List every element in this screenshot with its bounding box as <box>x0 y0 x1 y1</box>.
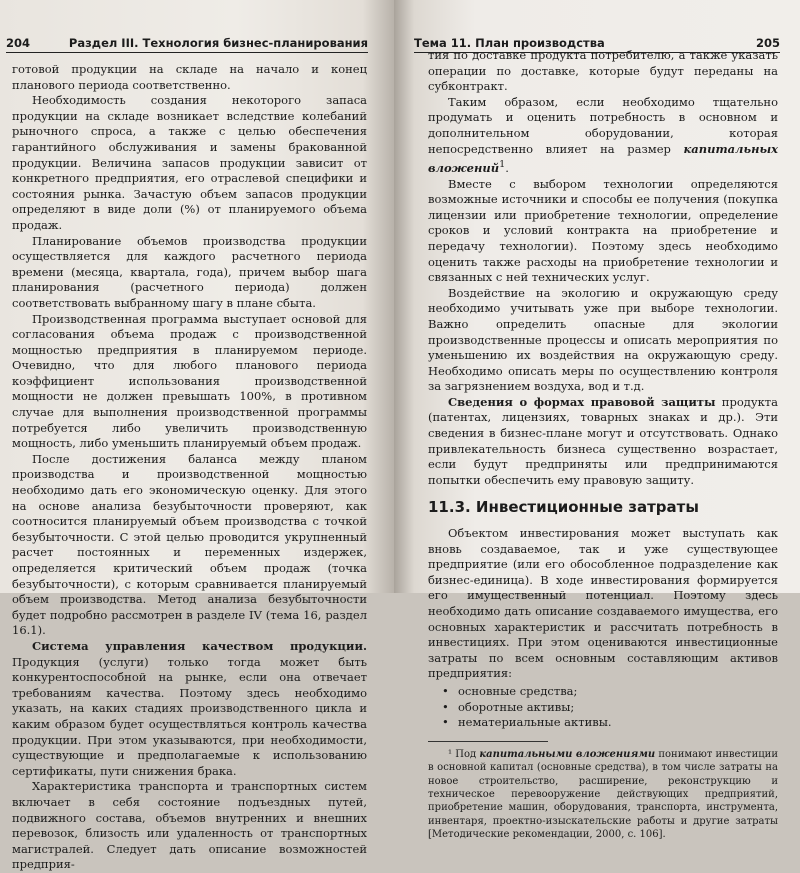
equipment-end: . <box>505 160 509 175</box>
paragraph: готовой продукции на складе на начало и конец планового периода соответственно. <box>12 62 367 92</box>
paragraph: Производственная программа выступает основой для согласования объема продаж с производственной мощностью предприятия в планируемом периоде. Очевидно, что для любого планового периода коэффициент использования производственной мощности не должен превышать 100%, в противном случае для выполнения производственной программы потребуется либо увеличить производственную мощность, либо уменьшить планируемый объем продаж. <box>12 311 367 451</box>
equipment-text: Таким образом, если необходимо тщательно продумать и оценить потребность в основном и дополнительном оборудовании, которая непосредственно влияет на размер <box>428 94 778 156</box>
list-item: • основные средства; <box>458 684 778 700</box>
paragraph: Объектом инвестирования может выступать как вновь создаваемое, так и уже существующее предприятие (или его обособленное подразделение как бизнес-единица). В ходе инвестирования формируется его имущественный потенциал. Поэтому здесь необходимо дать описание создаваемого имущества, его основных характеристик и рассчитать потребность в инвестициях. При этом оцениваются инвестиционные затраты по всем основным составляющим активов предприятия: <box>428 526 778 681</box>
paragraph: тия по доставке продукта потребителю, а также указать операции по доставке, которые будут переданы на субконтракт. <box>428 48 778 94</box>
right-page <box>394 0 800 841</box>
left-page <box>0 0 394 872</box>
legal-paragraph <box>428 395 778 489</box>
right-body-text <box>428 48 778 842</box>
asset-list <box>428 684 778 731</box>
quality-text: Продукция (услуги) только тогда может быть конкурентоспособной на рынке, если она отвечает требованиям качества. Поэтому здесь необходимо указать, на каких стадиях производственного цикла и каким образом будет осуществляться контроль качества продукции. При этом указываются, при необходимости, существующие и предполагаемые к использованию сертификаты, пути снижения брака. <box>12 654 367 778</box>
list-item: • оборотные активы; <box>458 700 778 716</box>
left-running-title: Раздел III. Технология бизнес-планирования <box>68 36 368 50</box>
right-page-number: 205 <box>755 36 780 50</box>
right-running-title: Тема 11. План производства <box>414 36 605 50</box>
footnote-emphasis: капитальными вложениями <box>479 748 656 760</box>
paragraph: Воздействие на экологию и окружающую среду необходимо учитывать уже при выборе технологии. Важно определить опасные для экологии производственные процессы и описать мероприятия по уменьшению их воздействия на окружающую среду. Необходимо описать меры по осуществлению контроля за загрязнением воздуха, вод и т.д. <box>428 285 778 394</box>
quality-paragraph <box>12 639 367 779</box>
paragraph: После достижения баланса между планом производства и производственной мощностью необходимо дать его экономическую оценку. Для этого на основе анализа безубыточности проверяют, как соотносится планируемый объем производства с точкой безубыточности. С этой целью проводится укрупненный расчет постоянных и переменных издержек, определяется критический объем продаж (точка безубыточности), с которым сравнивается планируемый объем производства. Метод анализа безубыточности будет подробно рассмотрен в разделе IV (тема 16, раздел 16.1). <box>12 451 367 638</box>
left-running-header <box>6 34 368 53</box>
legal-text: продукта (патентах, лицензиях, товарных знаках и др.). Эти сведения в бизнес-плане могут и отсутствовать. Однако привлекательность бизнеса существенно возрастает, если будут предприняты или предпринимаются попытки обеспечить ему правовую защиту. <box>428 394 778 487</box>
left-body-text <box>12 62 367 873</box>
transport-paragraph: Характеристика транспорта и транспортных систем включает в себя состояние подъездных путей, подвижного состава, объемов внутренних и внешних перевозок, близость или удаленность от транспортных магистралей. Следует дать описание возможностей предприя- <box>12 779 367 872</box>
equipment-emphasis: капитальных вложений <box>428 141 779 175</box>
footnote <box>428 748 778 842</box>
footnote-text: понимают инвестиции в основной капитал (основные средства), в том числе затраты на новое строительство, расширение, реконструкцию и техническое перевооружение действующих предприятий, приобретение машин, оборудования, транспорта, инструмента, инвентаря, проектно-изыскательские работы и другие затраты [Методические рекомендации, 2000, с. 106]. <box>428 748 778 841</box>
paragraph: Планирование объемов производства продукции осуществляется для каждого расчетного периода времени (месяца, квартала, года), причем выбор шага планирования (расчетного периода) должен соответствовать выбранному шагу в плане сбыта. <box>12 233 367 310</box>
footnote-divider <box>428 741 548 742</box>
left-page-number: 204 <box>6 36 31 50</box>
footnote-mark: ¹ Под <box>448 748 477 760</box>
paragraph: Вместе с выбором технологии определяются возможные источники и способы ее получения (покупка лицензии или приобретение технологии, определение сроков и условий контракта на приобретение и передачу технологии). Поэтому здесь необходимо оценить также расходы на приобретение технологии и связанных с ней технических услуг. <box>428 176 778 285</box>
paragraph: Необходимость создания некоторого запаса продукции на складе возникает вследствие колебаний рыночного спроса, а также с целью обеспечения гарантийного обслуживания и замены бракованной продукции. Величина запасов продукции зависит от конкретного предприятия, его отраслевой специфики и состояния рынка. Зачастую объем запасов продукции определяют в виде доли (%) от планируемого объема продаж. <box>12 93 367 232</box>
equipment-paragraph: Таким образом, если необходимо тщательно продумать и оценить потребность в основном и дополнительном оборудовании, которая непосредственно влияет на размер капитальных вложений$^1$. <box>428 94 779 175</box>
quality-lead: Система управления качеством продукции. <box>32 638 367 653</box>
list-item: • нематериальные активы. <box>458 715 778 731</box>
legal-lead: Сведения о формах правовой защиты <box>448 394 716 409</box>
section-heading: 11.3. Инвестиционные затраты <box>428 498 699 517</box>
